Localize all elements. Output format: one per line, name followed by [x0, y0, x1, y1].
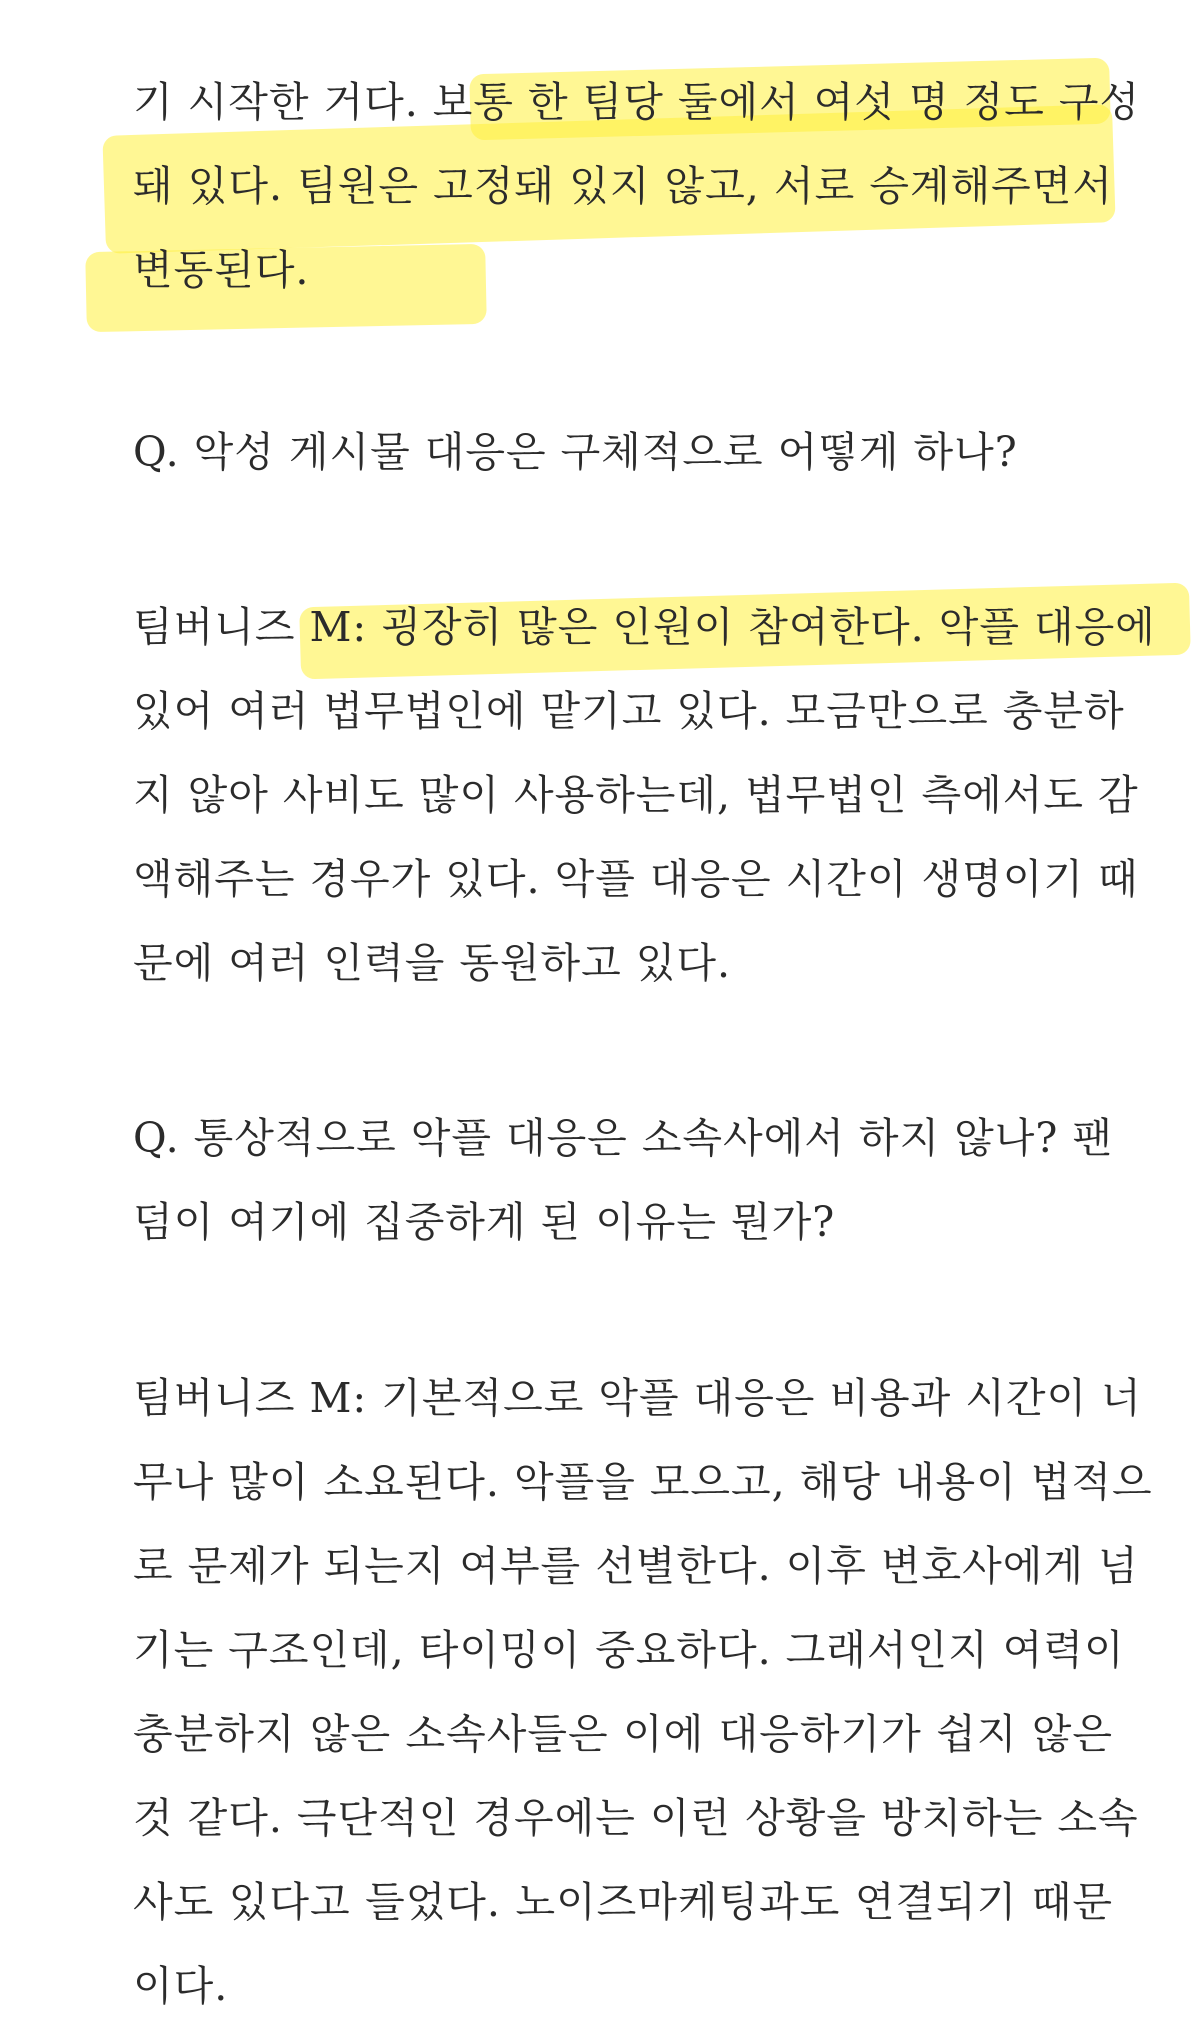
text-line: 변동된다. — [133, 246, 310, 294]
text-line: 지 않아 사비도 많이 사용하는데, 법무법인 측에서도 감 — [133, 771, 1139, 819]
text-line: 로 문제가 되는지 여부를 선별한다. 이후 변호사에게 넘 — [133, 1542, 1139, 1590]
text-line: 기는 구조인데, 타이밍이 중요하다. 그래서인지 여력이 — [133, 1626, 1125, 1674]
text-line: 사도 있다고 들었다. 노이즈마케팅과도 연결되기 때문 — [133, 1878, 1113, 1926]
text-line: 문에 여러 인력을 동원하고 있다. — [133, 939, 732, 987]
question-line: Q. 통상적으로 악플 대응은 소속사에서 하지 않나? 팬 — [133, 1114, 1113, 1162]
text-line: 것 같다. 극단적인 경우에는 이런 상황을 방치하는 소속 — [133, 1794, 1139, 1842]
question-line: 덤이 여기에 집중하게 된 이유는 뭔가? — [133, 1198, 836, 1246]
text-line: 돼 있다. 팀원은 고정돼 있지 않고, 서로 승계해주면서 — [133, 162, 1113, 210]
question-line: Q. 악성 게시물 대응은 구체적으로 어떻게 하나? — [133, 428, 1018, 476]
text-line: 팀버니즈 M: 굉장히 많은 인원이 참여한다. 악플 대응에 — [133, 603, 1156, 651]
text-line: 팀버니즈 M: 기본적으로 악플 대응은 비용과 시간이 너 — [133, 1374, 1142, 1422]
text-line: 액해주는 경우가 있다. 악플 대응은 시간이 생명이기 때 — [133, 855, 1139, 903]
text-line: 무나 많이 소요된다. 악플을 모으고, 해당 내용이 법적으 — [133, 1458, 1153, 1506]
text-line: 기 시작한 거다. 보통 한 팀당 둘에서 여섯 명 정도 구성 — [133, 78, 1141, 126]
text-line: 이다. — [133, 1962, 229, 2010]
text-line: 충분하지 않은 소속사들은 이에 대응하기가 쉽지 않은 — [133, 1710, 1113, 1758]
text-line: 있어 여러 법무법인에 맡기고 있다. 모금만으로 충분하 — [133, 687, 1125, 735]
